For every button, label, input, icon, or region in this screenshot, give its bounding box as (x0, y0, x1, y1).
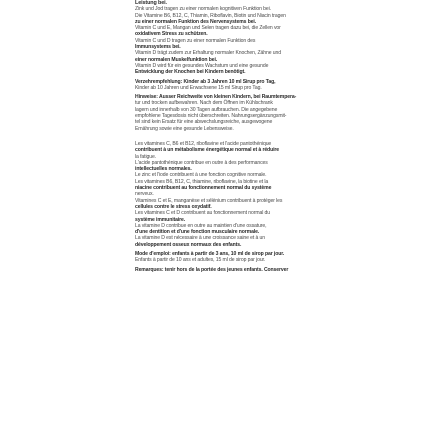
fr-line: système immunitaire. (135, 216, 186, 223)
fr-line: Les vitamines C, B6 et B12, riboflavine et l'acide pantothénique (135, 140, 272, 147)
fr-line: cellules contre le stress oxydatif. (135, 203, 212, 210)
fr-dosage-line: Mode d'emploi: enfants à partir de 3 ans, 10 ml de sirop par jour. (135, 250, 285, 257)
fr-line: nerveux. (135, 191, 154, 198)
fr-line: intellectuelles normales. (135, 166, 192, 173)
fr-line: Les vitamines B6, B12, C, thiamine, riboflavine, la biotine et la (135, 178, 269, 185)
de-line: Entwicklung der Knochen bei Kindern benötigt. (135, 69, 246, 76)
de-notes-line: tur und trocken aufbewahren. Nach dem Öffnen im Kühlschrank (135, 100, 273, 107)
de-notes-line: Ernährung sowie eine gesunde Lebensweise. (135, 125, 234, 132)
de-notes-line: Hinweise: Ausser Reichweite von kleinen Kindern, bei Raumtempera- (135, 94, 297, 101)
de-line: Vitamin C und E, Mangan und Selen tragen dazu bei, die Zellen vor (135, 25, 281, 32)
label-text-column (135, 0, 313, 273)
de-line: Zink und Jod tragen zu einer normalen kognitiven Funktion bei. (135, 6, 271, 13)
de-line: Vitamin D trägt zudem zur Erhaltung normaler Knochen, Zähne und (135, 50, 281, 57)
fr-line: contribuent à un métabolisme énergétique normal et à réduire (135, 147, 280, 154)
fr-line: niacine contribuent au fonctionnement normal du système (135, 185, 272, 192)
fr-line: la fatigue. (135, 153, 156, 160)
de-line: einer normalen Muskelfunktion bei. (135, 56, 218, 63)
fr-line: d'une dentition et d'une fonction musculaire normale. (135, 229, 260, 236)
fr-line: développement osseux normaux des enfants. (135, 241, 242, 248)
de-line: Vitamin C und D tragen zu einer normalen Funktion des (135, 37, 256, 44)
de-notes-line: lagern und innerhalb von 30 Tagen aufbrauchen. Die angegebene (135, 106, 278, 113)
de-notes-line: empfohlene Tagesdosis nicht überschreiten. Nahrungsergänzungsmit- (135, 113, 287, 120)
de-line: zu einer normalen Funktion des Nervensystems bei. (135, 18, 257, 25)
de-dosage-line: Kinder ab 10 Jahren und Erwachsene 15 ml Sirup pro Tag. (135, 84, 262, 91)
fr-line: La vitamine D est nécessaire à une croissance saine et à un (135, 235, 266, 242)
de-line: Immunsystems bei. (135, 44, 181, 51)
de-dosage-line: Verzehrempfehlung: Kinder ab 3 Jahren 10 ml Sirup pro Tag, (135, 78, 276, 85)
de-line: Vitamin D wird für ein gesundes Wachstum und eine gesunde (135, 62, 269, 69)
fr-line: Vitamines C et E, manganèse et sélénium contribuent à protéger les (135, 197, 283, 204)
fr-line: Les vitamines C et D contribuent au fonctionnement normal du (135, 210, 271, 217)
fr-line: L'acide pantothénique contribue en outre à des performances (135, 159, 268, 166)
de-line: Die Vitamine B6, B12, C, Thiamin, Riboflavin, Biotin und Niacin tragen (135, 12, 286, 19)
fr-dosage-line: Enfants à partir de 10 ans et adultes, 15 ml de sirop par jour. (135, 257, 266, 264)
fr-line: Le zinc et l'iode contribuent à une fonction cognitive normale. (135, 172, 267, 179)
fr-notes-line: Remarques: tenir hors de la portée des jeunes enfants. Conserver (135, 266, 289, 273)
fr-line: La vitamine D contribue en outre au maintien d'une ossature, (135, 222, 267, 229)
de-line: oxidativem Stress zu schützen. (135, 31, 208, 38)
de-notes-line: tel sind kein Ersatz für eine abwechslungsreiche, ausgewogene (135, 119, 273, 126)
de-line: Leistung bei. (135, 0, 167, 6)
